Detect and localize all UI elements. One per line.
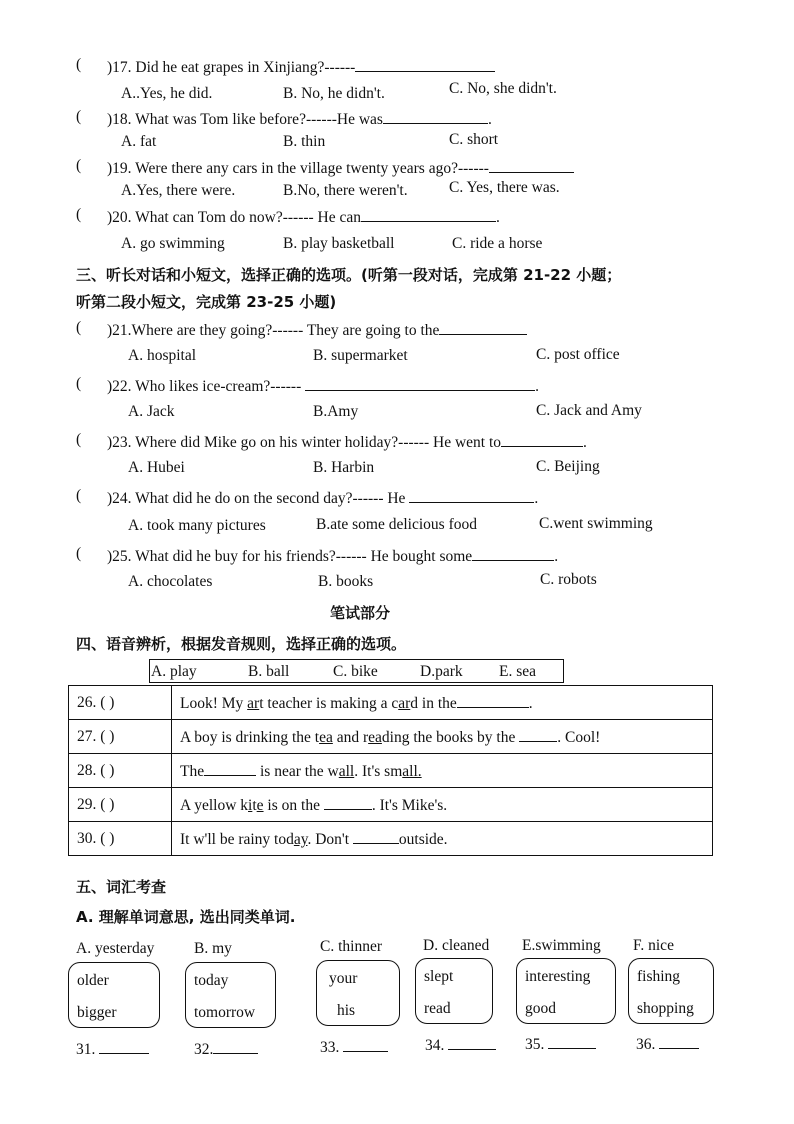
question-text: )25. What did he buy for his friends?------ He bought some . bbox=[107, 545, 558, 566]
option-a[interactable]: A. Jack bbox=[128, 403, 175, 420]
option-c[interactable]: C. ride a horse bbox=[452, 235, 543, 252]
word: his bbox=[337, 1002, 356, 1019]
section-5-title: 五、词汇考查 bbox=[76, 878, 167, 896]
option-b[interactable]: B. thin bbox=[283, 133, 326, 150]
answer-paren[interactable]: ( bbox=[76, 431, 82, 448]
phonics-options-box bbox=[149, 659, 564, 683]
option-c[interactable]: C. Jack and Amy bbox=[536, 402, 642, 419]
question-text: )23. Where did Mike go on his winter holiday?------ He went to . bbox=[107, 431, 587, 452]
option-a[interactable]: A.Yes, there were. bbox=[121, 182, 236, 199]
answer-paren[interactable]: ( bbox=[76, 375, 82, 392]
word: fishing bbox=[637, 968, 681, 985]
phonics-table bbox=[68, 685, 713, 856]
answer-paren[interactable]: ( bbox=[76, 108, 82, 125]
option-a[interactable]: A. Hubei bbox=[128, 459, 185, 476]
phonics-option: A. play bbox=[151, 663, 197, 680]
answer-blank[interactable] bbox=[548, 1033, 596, 1049]
question-text: )19. Were there any cars in the village twenty years ago?------ bbox=[107, 157, 574, 178]
row-sentence: A boy is drinking the tea and reading the books by the . Cool! bbox=[172, 720, 713, 754]
question-text: )20. What can Tom do now?------ He can . bbox=[107, 206, 500, 227]
answer-blank[interactable] bbox=[204, 760, 256, 776]
option-c[interactable]: C. robots bbox=[540, 571, 597, 588]
group-head: F. nice bbox=[633, 937, 674, 954]
phonics-option: C. bike bbox=[333, 663, 378, 680]
answer-33: 33. bbox=[320, 1036, 388, 1057]
answer-blank[interactable] bbox=[519, 726, 557, 742]
answer-paren[interactable]: ( bbox=[76, 487, 82, 504]
question-text: )17. Did he eat grapes in Xinjiang?------ bbox=[107, 56, 495, 77]
written-part-title: 笔试部分 bbox=[330, 604, 391, 622]
section-3-title-cont: 听第二段小短文，完成第 23-25 小题) bbox=[76, 293, 337, 311]
option-a[interactable]: A..Yes, he did. bbox=[121, 85, 213, 102]
section-4-title: 四、语音辨析，根据发音规则，选择正确的选项。 bbox=[76, 635, 407, 653]
row-number[interactable]: 28. ( ) bbox=[69, 754, 172, 788]
option-a[interactable]: A. fat bbox=[121, 133, 157, 150]
answer-paren[interactable]: ( bbox=[76, 206, 82, 223]
option-c[interactable]: C. Yes, there was. bbox=[449, 179, 560, 196]
word: your bbox=[329, 970, 358, 987]
row-sentence: A yellow kite is on the . It's Mike's. bbox=[172, 788, 713, 822]
word: older bbox=[77, 972, 109, 989]
phonics-option: E. sea bbox=[499, 663, 537, 680]
answer-blank[interactable] bbox=[489, 157, 574, 173]
question-text: )18. What was Tom like before?------He was . bbox=[107, 108, 492, 129]
word-box bbox=[185, 962, 276, 1028]
word: tomorrow bbox=[194, 1004, 256, 1021]
answer-blank[interactable] bbox=[343, 1036, 388, 1052]
question-text: )21.Where are they going?------ They are going to the bbox=[107, 319, 527, 340]
section-5-subtitle: A. 理解单词意思, 选出同类单词. bbox=[76, 908, 296, 926]
word: shopping bbox=[637, 1000, 694, 1017]
answer-blank[interactable] bbox=[361, 206, 496, 222]
word: bigger bbox=[77, 1004, 117, 1021]
answer-31: 31. bbox=[76, 1038, 149, 1059]
word-box bbox=[68, 962, 160, 1028]
option-a[interactable]: A. go swimming bbox=[121, 235, 225, 252]
option-c[interactable]: C.went swimming bbox=[539, 515, 653, 532]
table-row bbox=[69, 754, 713, 788]
option-b[interactable]: B.No, there weren't. bbox=[283, 182, 408, 199]
table-row bbox=[69, 822, 713, 856]
word-box bbox=[415, 958, 493, 1024]
option-c[interactable]: C. post office bbox=[536, 346, 620, 363]
word: read bbox=[424, 1000, 451, 1017]
answer-blank[interactable] bbox=[409, 487, 534, 503]
answer-blank[interactable] bbox=[659, 1033, 699, 1049]
section-3-title: 三、听长对话和小短文，选择正确的选项。(听第一段对话，完成第 21-22 小题； bbox=[76, 266, 622, 284]
answer-34: 34. bbox=[425, 1034, 496, 1055]
answer-blank[interactable] bbox=[213, 1038, 258, 1054]
group-head: A. yesterday bbox=[76, 940, 155, 957]
answer-blank[interactable] bbox=[439, 319, 527, 335]
option-b[interactable]: B.ate some delicious food bbox=[316, 516, 477, 533]
answer-blank[interactable] bbox=[353, 828, 399, 844]
row-sentence: It w'll be rainy today. Don't outside. bbox=[172, 822, 713, 856]
answer-blank[interactable] bbox=[457, 692, 529, 708]
option-c[interactable]: C. No, she didn't. bbox=[449, 80, 557, 97]
word-box bbox=[628, 958, 714, 1024]
answer-36: 36. bbox=[636, 1033, 699, 1054]
question-text: )22. Who likes ice-cream?------ . bbox=[107, 375, 539, 396]
answer-35: 35. bbox=[525, 1033, 596, 1054]
option-b[interactable]: B. Harbin bbox=[313, 459, 375, 476]
answer-paren[interactable]: ( bbox=[76, 545, 82, 562]
word-box bbox=[516, 958, 616, 1024]
row-number[interactable]: 30. ( ) bbox=[69, 822, 172, 856]
answer-blank[interactable] bbox=[324, 794, 372, 810]
answer-blank[interactable] bbox=[501, 431, 583, 447]
answer-blank[interactable] bbox=[355, 56, 495, 72]
option-b[interactable]: B. No, he didn't. bbox=[283, 85, 385, 102]
group-head: B. my bbox=[194, 940, 232, 957]
row-number[interactable]: 27. ( ) bbox=[69, 720, 172, 754]
word-box bbox=[316, 960, 400, 1026]
option-a[interactable]: A. hospital bbox=[128, 347, 197, 364]
phonics-option: B. ball bbox=[248, 663, 290, 680]
answer-blank[interactable] bbox=[99, 1038, 149, 1054]
option-c[interactable]: C. Beijing bbox=[536, 458, 600, 475]
answer-paren[interactable]: ( bbox=[76, 157, 82, 174]
table-row bbox=[69, 720, 713, 754]
option-b[interactable]: B. play basketball bbox=[283, 235, 395, 252]
row-number[interactable]: 26. ( ) bbox=[69, 686, 172, 720]
word: good bbox=[525, 1000, 556, 1017]
row-number[interactable]: 29. ( ) bbox=[69, 788, 172, 822]
answer-paren[interactable]: ( bbox=[76, 56, 82, 73]
answer-blank[interactable] bbox=[472, 545, 554, 561]
word: interesting bbox=[525, 968, 591, 985]
option-c[interactable]: C. short bbox=[449, 131, 499, 148]
answer-blank[interactable] bbox=[448, 1034, 496, 1050]
row-sentence: The is near the wall. It's small. bbox=[172, 754, 713, 788]
option-a[interactable]: A. chocolates bbox=[128, 573, 213, 590]
row-sentence: Look! My art teacher is making a card in the . bbox=[172, 686, 713, 720]
option-a[interactable]: A. took many pictures bbox=[128, 517, 266, 534]
answer-32: 32. bbox=[194, 1038, 258, 1059]
table-row bbox=[69, 788, 713, 822]
option-b[interactable]: B. supermarket bbox=[313, 347, 408, 364]
phonics-option: D.park bbox=[420, 663, 463, 680]
option-b[interactable]: B. books bbox=[318, 573, 374, 590]
group-head: C. thinner bbox=[320, 938, 382, 955]
answer-blank[interactable] bbox=[305, 375, 535, 391]
word: today bbox=[194, 972, 229, 989]
question-text: )24. What did he do on the second day?------ He . bbox=[107, 487, 538, 508]
group-head: D. cleaned bbox=[423, 937, 490, 954]
table-row bbox=[69, 686, 713, 720]
answer-paren[interactable]: ( bbox=[76, 319, 82, 336]
group-head: E.swimming bbox=[522, 937, 601, 954]
answer-blank[interactable] bbox=[383, 108, 488, 124]
option-b[interactable]: B.Amy bbox=[313, 403, 359, 420]
word: slept bbox=[424, 968, 454, 985]
